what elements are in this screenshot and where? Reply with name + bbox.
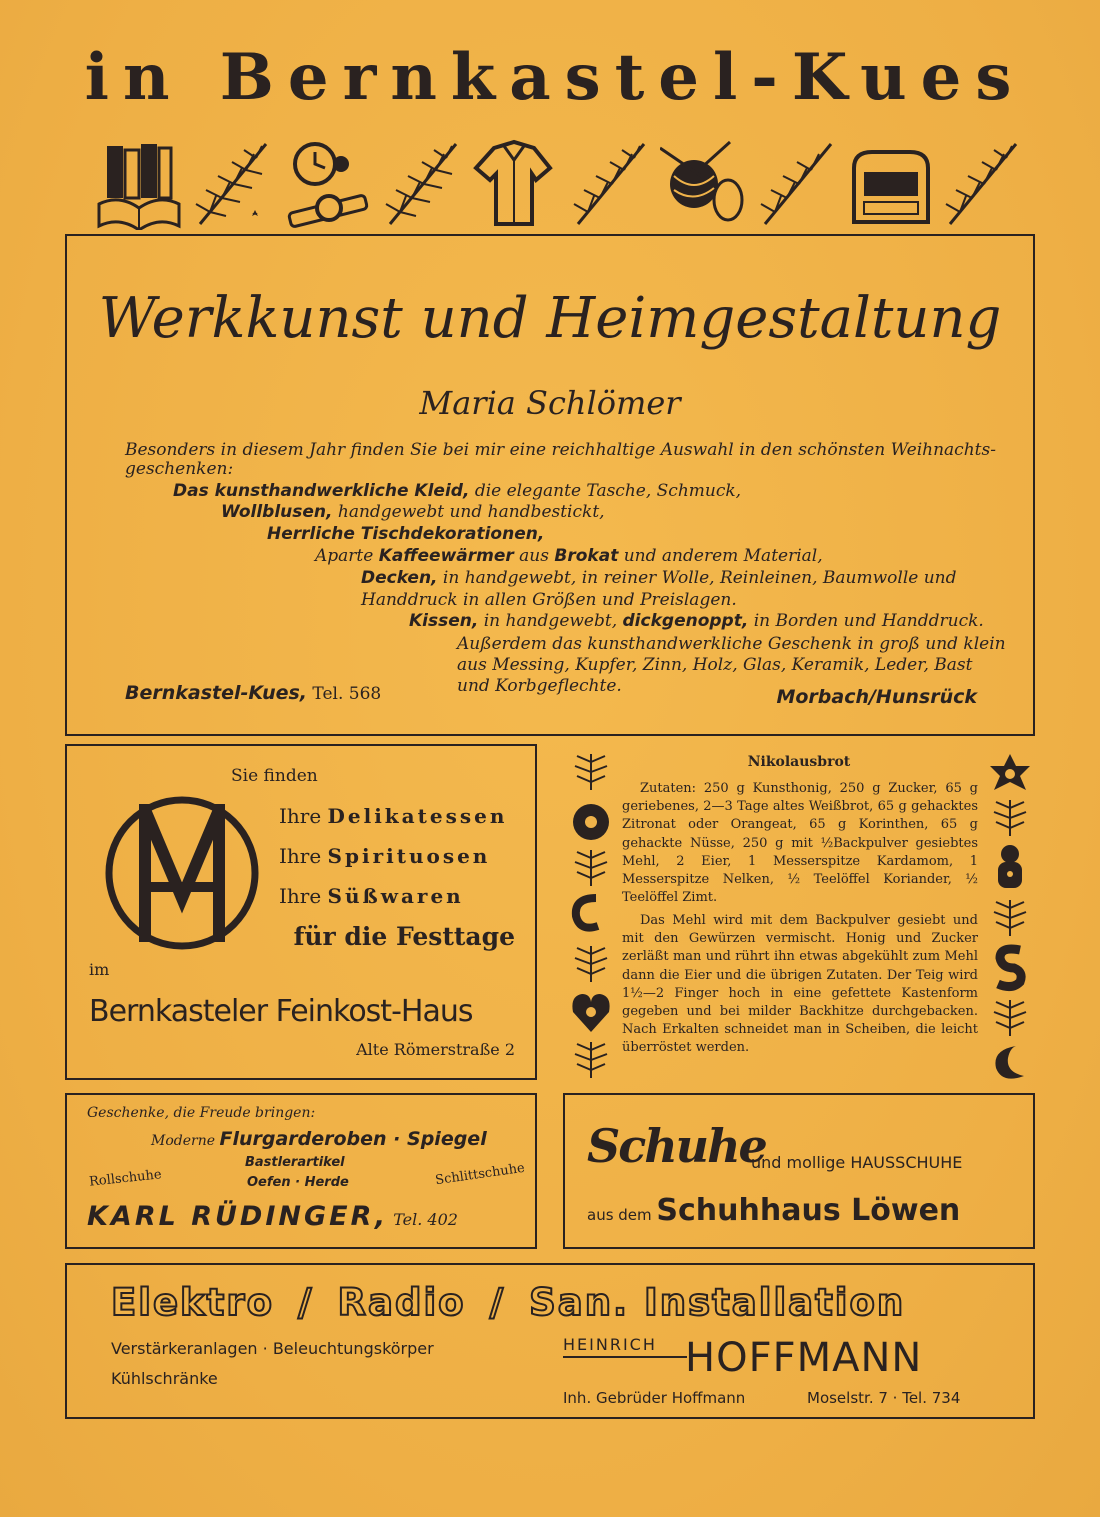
werkkunst-line-wollblusen: Wollblusen, handgewebt und handbestickt, xyxy=(221,502,605,522)
werkkunst-line-korb: und Korbgeflechte. xyxy=(457,676,622,696)
ruedinger-schlittschuhe: Schlittschuhe xyxy=(434,1160,526,1189)
star-cookie-icon xyxy=(990,754,1030,790)
werkkunst-line-handdruck: Handdruck in allen Größen und Preislagen. xyxy=(361,590,737,610)
feinkost-festtage: für die Festtage xyxy=(293,922,515,951)
werkkunst-line-ausserdem: Außerdem das kunsthandwerkliche Geschenk in groß und klein xyxy=(457,634,1006,654)
schuhe-headline: Schuhe xyxy=(587,1119,766,1173)
recipe-title: Nikolausbrot xyxy=(747,754,851,770)
recipe-left-cookies xyxy=(568,750,614,1080)
ruedinger-intro: Geschenke, die Freude bringen: xyxy=(87,1105,316,1121)
fir-branch-icon xyxy=(575,946,607,982)
feinkost-suesswaren: Ihre Süßwaren xyxy=(279,884,464,908)
werkkunst-line-kaffee: Aparte Kaffeewärmer aus Brokat und anderem Material, xyxy=(315,546,823,566)
werkkunst-ad xyxy=(65,234,1035,736)
radio-icon xyxy=(848,138,934,230)
werkkunst-line-kleid: Das kunsthandwerkliche Kleid, die elegante Tasche, Schmuck, xyxy=(173,481,742,501)
werkkunst-line-kissen: Kissen, in handgewebt, dickgenoppt, in Borden und Handdruck. xyxy=(409,611,984,631)
fir-branch-icon xyxy=(994,1000,1026,1036)
pretzel-icon xyxy=(576,898,598,928)
recipe-ingredients: Zutaten: 250 g Kunsthonig, 250 g Zucker, 65 g geriebenes, 2—3 Tage altes Weißbrot, 65 g gehacktes Zitronat oder Orangeat, 65 g Korinthen, 65 g gehackte Nüsse, 250 g mit ½Backpulver gesiebtes Mehl, 2 Eier, 1 Messerspitze Kardamom, 1 Messerspitze Nelken, ½ Teelöffel Koriander, ½ Teelöffel Zimt. xyxy=(622,781,978,906)
hoffmann-sub-1: Verstärkeranlagen · Beleuchtungskörper xyxy=(111,1339,434,1358)
page-headline: in Bernkastel-Kues xyxy=(84,40,1026,115)
feinkost-ad xyxy=(65,744,537,1080)
heart-cookie-icon xyxy=(572,994,609,1032)
ruedinger-bastlerartikel: Bastlerartikel xyxy=(245,1155,345,1170)
ruedinger-name: KARL RÜDINGER, Tel. 402 xyxy=(87,1201,458,1232)
werkkunst-intro-2: geschenken: xyxy=(125,459,234,479)
mh-monogram-logo xyxy=(103,794,261,952)
fir-branch-icon xyxy=(380,138,466,230)
werkkunst-line-decken: Decken, in handgewebt, in reiner Wolle, Reinleinen, Baumwolle und xyxy=(361,568,957,588)
ruedinger-ad xyxy=(65,1093,537,1249)
s-cookie-icon xyxy=(998,949,1021,987)
moon-cookie-icon xyxy=(995,1046,1024,1079)
fir-branch-icon xyxy=(755,138,841,230)
hoffmann-name: HOFFMANN xyxy=(685,1335,923,1381)
fir-branch-icon xyxy=(568,138,654,230)
feinkost-intro: Sie finden xyxy=(231,766,318,786)
feinkost-im: im xyxy=(89,960,110,979)
hoffmann-sub-2: Kühlschränke xyxy=(111,1369,218,1388)
feinkost-spirituosen: Ihre Spirituosen xyxy=(279,844,491,868)
feinkost-address: Alte Römerstraße 2 xyxy=(356,1040,515,1059)
figure-cookie-icon xyxy=(998,845,1022,888)
werkkunst-location-right: Morbach/Hunsrück xyxy=(776,686,977,708)
fir-branch-icon xyxy=(575,754,607,790)
recipe-section xyxy=(560,746,1038,1086)
ruedinger-flurgarderoben: Moderne Flurgarderoben · Spiegel xyxy=(151,1128,487,1150)
feinkost-name: Bernkasteler Feinkost-Haus xyxy=(89,994,473,1029)
shirt-icon xyxy=(470,138,556,230)
hoffmann-inh: Inh. Gebrüder Hoffmann xyxy=(563,1389,746,1407)
fir-branch-icon xyxy=(994,800,1026,836)
werkkunst-location-left: Bernkastel-Kues, Tel. 568 xyxy=(125,682,382,704)
feinkost-delikatessen: Ihre Delikatessen xyxy=(279,804,508,828)
werkkunst-line-messing: aus Messing, Kupfer, Zinn, Holz, Glas, Keramik, Leder, Bast xyxy=(457,655,973,675)
fir-branch-icon xyxy=(575,1042,607,1078)
ruedinger-oefen: Oefen · Herde xyxy=(247,1175,349,1190)
wreath-icon xyxy=(573,804,609,840)
werkkunst-title: Werkkunst und Heimgestaltung xyxy=(98,286,1002,351)
books-icon xyxy=(95,138,183,230)
schuhe-ad xyxy=(563,1093,1035,1249)
werkkunst-line-tisch: Herrliche Tischdekorationen, xyxy=(267,524,545,544)
werkkunst-owner: Maria Schlömer xyxy=(419,384,681,422)
clock-watch-icon xyxy=(285,138,371,230)
ruedinger-rollschuhe: Rollschuhe xyxy=(88,1167,163,1190)
hoffmann-address: Moselstr. 7 · Tel. 734 xyxy=(807,1389,961,1407)
fir-branch-icon xyxy=(940,138,1026,230)
recipe-right-cookies xyxy=(986,750,1034,1084)
schuhe-hausschuhe: und mollige HAUSSCHUHE xyxy=(751,1153,963,1172)
fir-branch-icon xyxy=(994,900,1026,936)
hoffmann-services: Elektro / Radio / San. Installation xyxy=(111,1281,906,1324)
yarn-icon xyxy=(660,138,746,230)
hoffmann-ad xyxy=(65,1263,1035,1419)
hoffmann-underline xyxy=(563,1356,687,1358)
fir-branch-icon xyxy=(190,138,276,230)
recipe-instructions: Das Mehl wird mit dem Backpulver gesiebt und mit den Gewürzen vermischt. Honig und Zucker zerläßt man und rührt ihn etwas abgekühlt zum Mehl dann die Eier und die übrigen Zutaten. Der Teig wird 1½—2 Finger hoch in eine gefettete Kastenform gegeben und bei milder Backhitze durchgebacken. Nach Erkalten schneidet man in Scheiben, die leicht überröstet werden. xyxy=(622,913,978,1056)
hoffmann-heinrich: HEINRICH xyxy=(563,1335,657,1354)
schuhe-shop-line: aus dem Schuhhaus Löwen xyxy=(587,1193,961,1228)
werkkunst-intro-1: Besonders in diesem Jahr finden Sie bei mir eine reichhaltige Auswahl in den schönsten Weihnachts- xyxy=(125,440,996,460)
fir-branch-icon xyxy=(575,850,607,886)
